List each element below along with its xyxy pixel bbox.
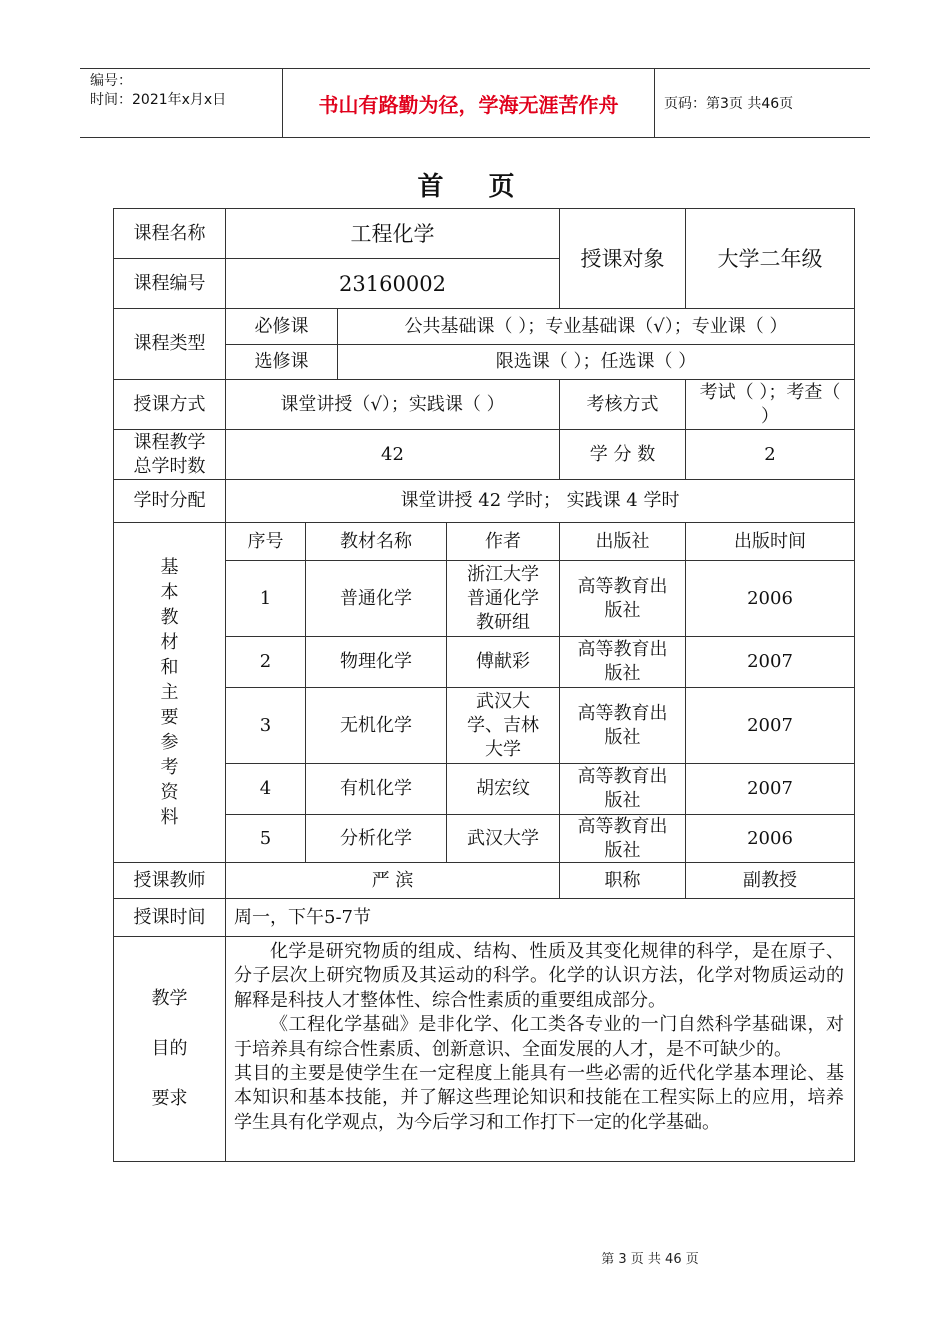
- teacher-title-label: 职称: [559, 862, 686, 899]
- elective-label: 选修课: [225, 344, 338, 380]
- purpose-label-line: 目的: [151, 1038, 188, 1059]
- target-label: 授课对象: [559, 208, 686, 309]
- table-row-3-index: 3: [225, 687, 306, 764]
- page-header: [80, 68, 870, 138]
- method-value: 课堂讲授（√）；实践课（ ）: [225, 379, 560, 430]
- table-row-3-author: 武汉大学、吉林大学: [446, 687, 560, 764]
- table-row-1-author: 浙江大学普通化学教研组: [446, 560, 560, 637]
- table-row-4-publisher: 高等教育出版社: [559, 763, 686, 815]
- hours-value: 42: [225, 429, 560, 480]
- purpose-paragraph: 其目的主要是使学生在一定程度上能具有一些必需的近代化学基本理论、基本知识和基本技能，并了解这些理论知识和技能在工程实际上的应用，培养学生具有化学观点，为今后学习和工作打下一定的化学基础。: [234, 1063, 844, 1133]
- header-motto: 书山有路勤为径，学海无涯苦作舟: [283, 69, 655, 137]
- table-row-2-author: 傅献彩: [446, 636, 560, 688]
- course-code-value: 23160002: [225, 258, 560, 309]
- purpose-paragraph: 《工程化学基础》是非化学、化工类各专业的一门自然科学基础课，对于培养具有综合性素质、创新意识、全面发展的人才，是不可缺少的。: [234, 1014, 844, 1060]
- exam-value: 考试（ ）；考查（ ）: [685, 379, 855, 430]
- table-row-1-year: 2006: [685, 560, 855, 637]
- purpose-text: [225, 936, 855, 1162]
- table-row-4-index: 4: [225, 763, 306, 815]
- table-row-3-name: 无机化学: [305, 687, 447, 764]
- table-row-1-publisher: 高等教育出版社: [559, 560, 686, 637]
- table-row-5-year: 2006: [685, 814, 855, 863]
- number-label: 编号：: [90, 73, 132, 89]
- header-meta: [80, 69, 283, 137]
- credits-value: 2: [685, 429, 855, 480]
- exam-label: 考核方式: [559, 379, 686, 430]
- schedule-label: 授课时间: [113, 898, 226, 937]
- table-row-1-index: 1: [225, 560, 306, 637]
- time-label: 时间：2021年x月x日: [90, 92, 227, 108]
- table-row-2-name: 物理化学: [305, 636, 447, 688]
- credits-label: 学 分 数: [559, 429, 686, 480]
- table-row-4-name: 有机化学: [305, 763, 447, 815]
- elective-value: 限选课（ ）；任选课（ ）: [337, 344, 855, 380]
- th-index: 序号: [225, 522, 306, 561]
- hours-label: 课程教学总学时数: [113, 429, 226, 480]
- distribution-value: 课堂讲授 42 学时； 实践课 4 学时: [225, 479, 855, 523]
- page-title: 首 页: [417, 172, 533, 202]
- teacher-label: 授课教师: [113, 862, 226, 899]
- course-code-label: 课程编号: [113, 258, 226, 309]
- table-row-5-name: 分析化学: [305, 814, 447, 863]
- required-label: 必修课: [225, 308, 338, 345]
- method-label: 授课方式: [113, 379, 226, 430]
- purpose-label-line: 教学: [151, 988, 188, 1009]
- th-publish-year: 出版时间: [685, 522, 855, 561]
- course-name-label: 课程名称: [113, 208, 226, 259]
- purpose-paragraph: 化学是研究物质的组成、结构、性质及其变化规律的科学，是在原子、分子层次上研究物质及其运动的科学。化学的认识方法，化学对物质运动的解释是科技人才整体性、综合性素质的重要组成部分。: [234, 941, 844, 1011]
- table-row-1-name: 普通化学: [305, 560, 447, 637]
- th-publisher: 出版社: [559, 522, 686, 561]
- purpose-label-line: 要求: [151, 1088, 188, 1109]
- page-footer: 第 3 页 共 46 页: [601, 1252, 699, 1267]
- header-page-info: 页码：第3页 共46页: [664, 96, 794, 112]
- course-name-value: 工程化学: [225, 208, 560, 259]
- table-row-3-year: 2007: [685, 687, 855, 764]
- table-row-3-publisher: 高等教育出版社: [559, 687, 686, 764]
- course-type-label: 课程类型: [113, 308, 226, 380]
- table-row-4-author: 胡宏纹: [446, 763, 560, 815]
- table-row-5-publisher: 高等教育出版社: [559, 814, 686, 863]
- teacher-value: 严 滨: [225, 862, 560, 899]
- table-row-4-year: 2007: [685, 763, 855, 815]
- distribution-label: 学时分配: [113, 479, 226, 523]
- table-row-5-index: 5: [225, 814, 306, 863]
- course-table: [114, 209, 855, 1163]
- table-row-2-index: 2: [225, 636, 306, 688]
- textbooks-section-label: 基 本 教 材 和 主 要 参 考 资 料: [113, 522, 226, 863]
- table-row-5-author: 武汉大学: [446, 814, 560, 863]
- teacher-title-value: 副教授: [685, 862, 855, 899]
- required-value: 公共基础课（ ）；专业基础课（√）；专业课（ ）: [337, 308, 855, 345]
- purpose-label: [113, 936, 226, 1162]
- table-row-2-year: 2007: [685, 636, 855, 688]
- schedule-value: 周一，下午5-7节: [225, 898, 855, 937]
- th-book-name: 教材名称: [305, 522, 447, 561]
- table-row-2-publisher: 高等教育出版社: [559, 636, 686, 688]
- target-value: 大学二年级: [685, 208, 855, 309]
- th-author: 作者: [446, 522, 560, 561]
